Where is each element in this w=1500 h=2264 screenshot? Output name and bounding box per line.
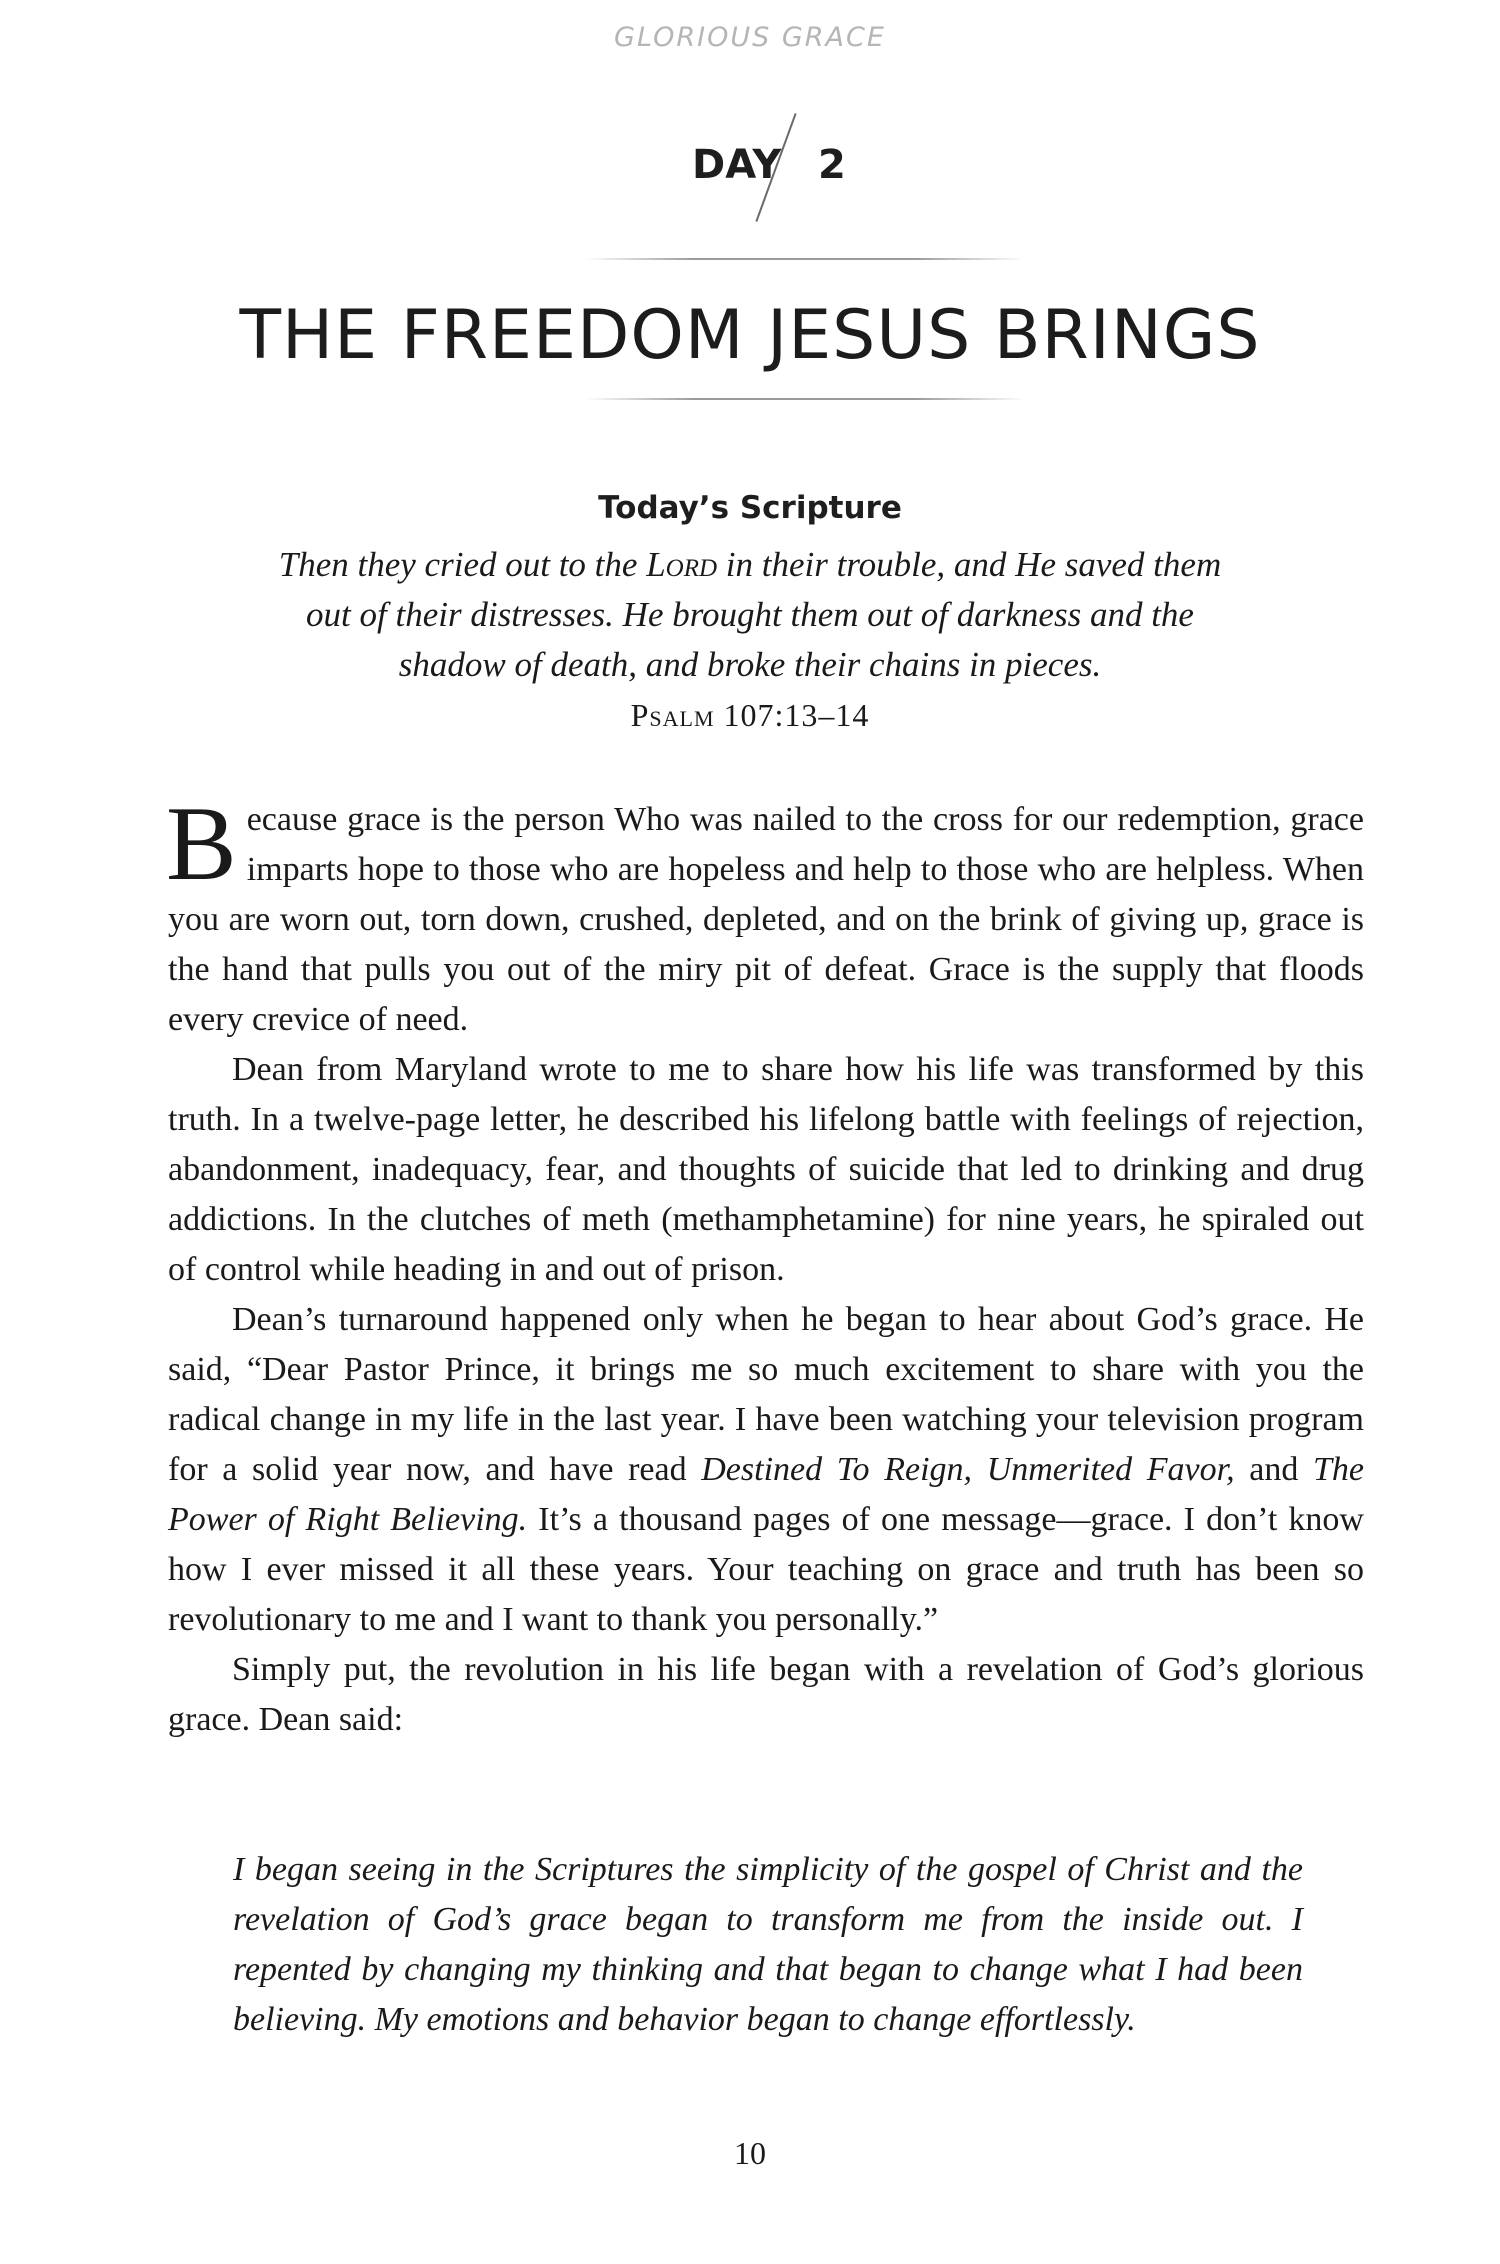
- scripture-reference: [200, 690, 1300, 740]
- scripture-line-3: shadow of death, and broke their chains in pieces.: [398, 645, 1102, 684]
- paragraph-3-text: Dean’s turnaround happened only when he began to hear about God’s grace. He said, “Dear Pastor Prince, it brings me so much excitement to share with you the radical change in my life in the last year. I have been watching your television program for a solid year now, and have read: [168, 1301, 1364, 1488]
- scripture-text: Then they cried out to the: [278, 545, 647, 584]
- book-title: The Power of Right Believing.: [168, 1451, 1365, 1538]
- day-marker: [0, 100, 1500, 230]
- drop-cap: B: [166, 785, 237, 902]
- page-number: 10: [734, 2135, 766, 2171]
- scripture-line-1: [200, 540, 1300, 590]
- scripture-reference-text: Psalm 107:13–14: [630, 697, 870, 733]
- title-rule-bottom: [585, 398, 1025, 400]
- paragraph-4: Simply put, the revolution in his life began with a revelation of God’s glorious grace. Dean said:: [168, 1651, 1364, 1738]
- title-rule-top: [585, 258, 1025, 260]
- chapter-title: THE FREEDOM JESUS BRINGS: [239, 296, 1261, 375]
- paragraph-3-text: It’s a thousand pages of one message—grace. I don’t know how I ever missed it all these years. Your teaching on grace and truth has been so revolutionary to me and I want to thank you personally.”: [168, 1501, 1364, 1638]
- paragraph-3-text: [972, 1451, 987, 1488]
- paragraph-3-text: and: [1234, 1451, 1314, 1488]
- scripture-block: [200, 490, 1300, 740]
- paragraph-1-text: ecause grace is the person Who was nailed to the cross for our redemption, grace imparts hope to those who are hopeless and help to those who are helpless. When you are worn out, torn down, crushed, depleted, and on the brink of giving up, grace is the hand that pulls you out of the miry pit of defeat. Grace is the supply that floods every crevice of need.: [168, 801, 1364, 1038]
- book-title: Destined To Reign,: [701, 1451, 973, 1488]
- scripture-line-2: out of their distresses. He brought them out of darkness and the: [306, 595, 1194, 634]
- paragraph-2: Dean from Maryland wrote to me to share how his life was transformed by this truth. In a twelve-page letter, he described his lifelong battle with feelings of rejection, abandonment, inadequacy, fear, and thoughts of suicide that led to drinking and drug addictions. In the clutches of meth (methamphetamine) for nine years, he spiraled out of control while heading in and out of prison.: [168, 1051, 1364, 1288]
- block-quote: I began seeing in the Scriptures the simplicity of the gospel of Christ and the revelation of God’s grace began to transform me from the inside out. I repented by changing my thinking and that began to change what I had been believing. My emotions and behavior began to change effortlessly.: [233, 1851, 1303, 2038]
- day-number: 2: [818, 142, 846, 188]
- running-head: GLORIOUS GRACE: [614, 22, 886, 53]
- paragraph-1: [166, 785, 1364, 1045]
- scripture-text: in their trouble, and He saved them: [717, 545, 1222, 584]
- paragraph-3: [168, 1295, 1364, 1645]
- body-text: [166, 785, 1365, 1745]
- book-title: Unmerited Favor,: [986, 1451, 1235, 1488]
- day-label: DAY: [692, 142, 782, 188]
- scripture-heading: Today’s Scripture: [598, 490, 902, 526]
- lord-small-caps: Lord: [646, 545, 718, 584]
